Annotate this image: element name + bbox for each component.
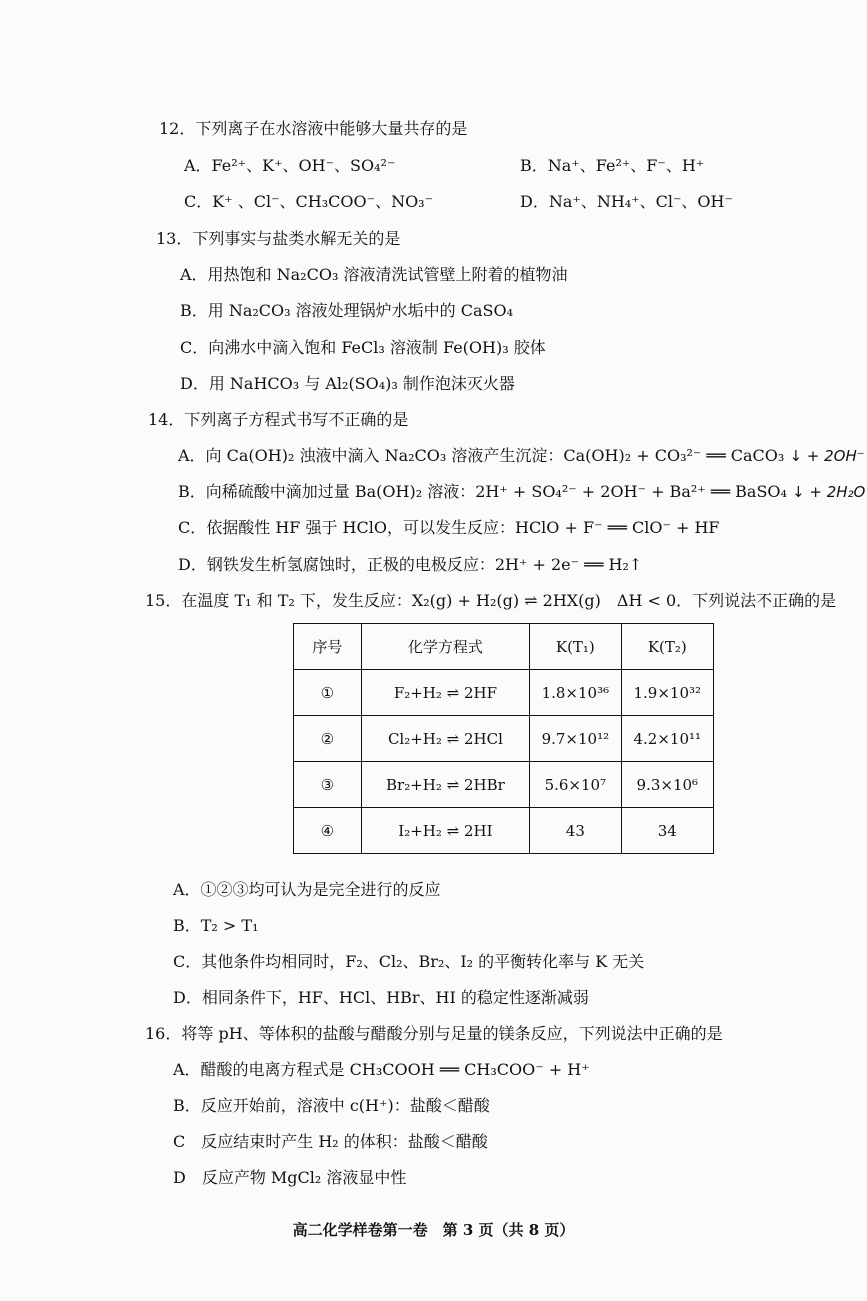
q15-option-d: D．相同条件下，HF、HCl、HBr、HI 的稳定性逐渐减弱 (173, 988, 589, 1007)
header-k-t1: K(T₁) (530, 624, 621, 670)
q15-option-a: A．①②③均可认为是完全进行的反应 (173, 880, 441, 899)
q14-option-a-text: A．向 Ca(OH)₂ 浊液中滴入 Na₂CO₃ 溶液产生沉淀：Ca(OH)₂ + CO₃²⁻ ══ CaCO₃ (178, 446, 785, 465)
table-header-row (294, 624, 714, 670)
q13-option-c: C．向沸水中滴入饱和 FeCl₃ 溶液制 Fe(OH)₃ 胶体 (180, 338, 546, 357)
q15-stem: 15．在温度 T₁ 和 T₂ 下，发生反应：X₂(g) + H₂(g) ⇌ 2HX(g) ΔH < 0．下列说法不正确的是 (145, 591, 837, 610)
q16-option-d: D 反应产物 MgCl₂ 溶液显中性 (173, 1168, 407, 1187)
q15-option-c: C．其他条件均相同时，F₂、Cl₂、Br₂、I₂ 的平衡转化率与 K 无关 (173, 952, 645, 971)
table-row (294, 762, 714, 808)
q12-option-a: A．Fe²⁺、K⁺、OH⁻、SO₄²⁻ (184, 156, 396, 175)
table-row (294, 716, 714, 762)
row-k-t1: 1.8×10³⁶ (530, 670, 621, 716)
q13-option-a: A．用热饱和 Na₂CO₃ 溶液清洗试管壁上附着的植物油 (180, 265, 568, 284)
q13-option-d: D．用 NaHCO₃ 与 Al₂(SO₄)₃ 制作泡沫灭火器 (180, 374, 515, 393)
row-k-t2: 34 (621, 808, 713, 854)
row-index: ② (294, 716, 362, 762)
table-row (294, 670, 714, 716)
q12-option-b: B．Na⁺、Fe²⁺、F⁻、H⁺ (520, 156, 705, 175)
q16-option-c: C 反应结束时产生 H₂ 的体积：盐酸＜醋酸 (173, 1132, 488, 1151)
q14-option-d: D．钢铁发生析氢腐蚀时，正极的电极反应：2H⁺ + 2e⁻ ══ H₂↑ (178, 555, 643, 574)
header-index: 序号 (294, 624, 362, 670)
q12-stem: 12．下列离子在水溶液中能够大量共存的是 (159, 119, 468, 138)
row-equation: F₂+H₂ ⇌ 2HF (361, 670, 529, 716)
q12-option-d: D．Na⁺、NH₄⁺、Cl⁻、OH⁻ (520, 192, 733, 211)
header-equation: 化学方程式 (361, 624, 529, 670)
row-k-t2: 9.3×10⁶ (621, 762, 713, 808)
row-index: ① (294, 670, 362, 716)
row-equation: Br₂+H₂ ⇌ 2HBr (361, 762, 529, 808)
q14-stem: 14．下列离子方程式书写不正确的是 (148, 410, 409, 429)
row-index: ③ (294, 762, 362, 808)
q14-option-c: C．依据酸性 HF 强于 HClO，可以发生反应：HClO + F⁻ ══ ClO⁻ + HF (178, 518, 720, 537)
q14-option-b-handwriting: ↓ + 2H₂O (792, 483, 866, 501)
q16-option-b: B．反应开始前，溶液中 c(H⁺)：盐酸＜醋酸 (173, 1096, 490, 1115)
q16-stem: 16．将等 pH、等体积的盐酸与醋酸分别与足量的镁条反应，下列说法中正确的是 (145, 1024, 723, 1043)
q14-option-b (178, 482, 865, 502)
q13-option-b: B．用 Na₂CO₃ 溶液处理锅炉水垢中的 CaSO₄ (180, 301, 514, 320)
table-row (294, 808, 714, 854)
q14-option-b-text: B．向稀硫酸中滴加过量 Ba(OH)₂ 溶液：2H⁺ + SO₄²⁻ + 2OH⁻ + Ba²⁺ ══ BaSO₄ (178, 482, 787, 501)
q14-option-a-handwriting: ↓ + 2OH⁻ (789, 447, 865, 465)
row-k-t2: 1.9×10³² (621, 670, 713, 716)
row-equation: I₂+H₂ ⇌ 2HI (361, 808, 529, 854)
equilibrium-constant-table (293, 623, 714, 854)
q16-option-a: A．醋酸的电离方程式是 CH₃COOH ══ CH₃COO⁻ + H⁺ (173, 1060, 590, 1079)
q14-option-a (178, 446, 865, 466)
row-index: ④ (294, 808, 362, 854)
row-k-t1: 43 (530, 808, 621, 854)
q13-stem: 13．下列事实与盐类水解无关的是 (156, 229, 401, 248)
header-k-t2: K(T₂) (621, 624, 713, 670)
q15-option-b: B．T₂ > T₁ (173, 916, 259, 935)
row-equation: Cl₂+H₂ ⇌ 2HCl (361, 716, 529, 762)
q12-option-c: C．K⁺ 、Cl⁻、CH₃COO⁻、NO₃⁻ (184, 192, 434, 211)
row-k-t1: 5.6×10⁷ (530, 762, 621, 808)
row-k-t2: 4.2×10¹¹ (621, 716, 713, 762)
page-footer: 高二化学样卷第一卷 第 3 页（共 8 页） (292, 1221, 575, 1239)
row-k-t1: 9.7×10¹² (530, 716, 621, 762)
